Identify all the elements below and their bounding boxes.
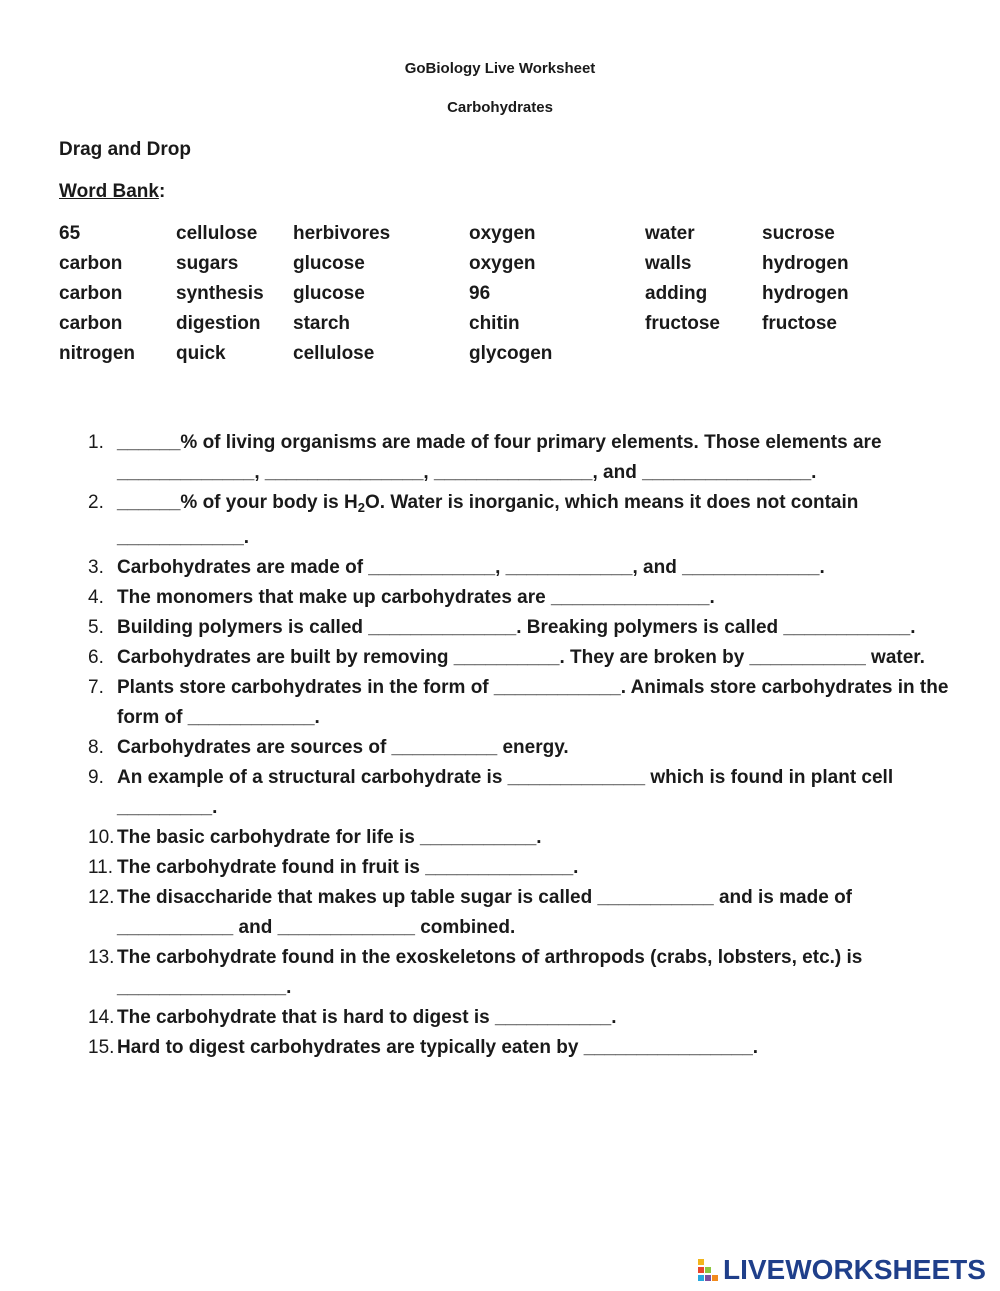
question-number: 7. <box>88 677 104 698</box>
question-text-part: ______% of your body is H <box>117 492 358 513</box>
question-text: The disaccharide that makes up table sugar is called ___________ and is made of ___________ and _____________ combined. <box>117 887 852 938</box>
question-text: Carbohydrates are made of ____________, ____________, and _____________. <box>117 557 825 578</box>
word-bank-item[interactable]: carbon <box>59 313 123 334</box>
word-bank-item[interactable]: 65 <box>59 223 81 244</box>
word-bank-item[interactable]: synthesis <box>176 283 264 304</box>
word-bank-item[interactable]: hydrogen <box>762 283 849 304</box>
question-item <box>88 553 958 583</box>
word-bank-item[interactable]: quick <box>176 343 226 364</box>
question-text: Hard to digest carbohydrates are typically eaten by ________________. <box>117 1037 759 1058</box>
question-text: Plants store carbohydrates in the form of ____________. Animals store carbohydrates in the form of ____________. <box>117 677 949 728</box>
word-bank-label-colon: : <box>158 181 166 202</box>
question-text: The monomers that make up carbohydrates are _______________. <box>117 587 715 608</box>
question-number: 4. <box>88 587 104 608</box>
word-bank-label-text: Word Bank <box>59 181 159 202</box>
question-text: The carbohydrate found in the exoskeletons of arthropods (crabs, lobsters, etc.) is ________________. <box>117 947 863 998</box>
word-bank-item[interactable]: glycogen <box>469 343 553 364</box>
question-number: 1. <box>88 432 104 453</box>
subscript: 2 <box>357 500 365 515</box>
question-text: Carbohydrates are sources of __________ energy. <box>117 737 569 758</box>
question-number: 13. <box>88 947 115 968</box>
liveworksheets-logo-text: LIVEWORKSHEETS <box>723 1254 986 1285</box>
site-title: GoBiology Live Worksheet <box>404 60 596 77</box>
question-item <box>88 823 958 853</box>
question-text-part: O. Water is inorganic, which means it does not contain ____________. <box>117 492 859 548</box>
question-item <box>88 733 958 763</box>
word-bank-item[interactable]: sucrose <box>762 223 835 244</box>
question-item <box>88 583 958 613</box>
question-item <box>88 1003 958 1033</box>
word-bank-item[interactable]: 96 <box>469 283 491 304</box>
question-text: Building polymers is called ______________. Breaking polymers is called ____________. <box>117 617 916 638</box>
word-bank-item[interactable]: nitrogen <box>59 343 135 364</box>
question-number: 11. <box>88 857 114 878</box>
question-text: The basic carbohydrate for life is ___________. <box>117 827 542 848</box>
question-item <box>88 853 958 883</box>
question-number: 2. <box>88 492 104 513</box>
question-number: 3. <box>88 557 104 578</box>
question-number: 14. <box>88 1007 115 1028</box>
question-number: 8. <box>88 737 104 758</box>
question-number: 5. <box>88 617 104 638</box>
word-bank-item[interactable]: cellulose <box>176 223 258 244</box>
question-number: 12. <box>88 887 115 908</box>
question-item <box>88 673 958 733</box>
question-number: 6. <box>88 647 104 668</box>
question-item <box>88 1033 958 1063</box>
word-bank-item[interactable]: digestion <box>176 313 261 334</box>
word-bank-item[interactable]: chitin <box>469 313 520 334</box>
word-bank-item[interactable]: oxygen <box>469 223 536 244</box>
word-bank-item[interactable]: starch <box>293 313 351 334</box>
question-item <box>88 883 958 943</box>
question-number: 10. <box>88 827 115 848</box>
word-bank-item[interactable]: fructose <box>762 313 837 334</box>
word-bank-item[interactable]: fructose <box>645 313 720 334</box>
word-bank-item[interactable]: adding <box>645 283 708 304</box>
question-text <box>117 488 958 553</box>
question-text: An example of a structural carbohydrate is _____________ which is found in plant cell _________. <box>117 767 894 818</box>
word-bank-item[interactable]: glucose <box>293 253 365 274</box>
word-bank-label <box>59 181 165 203</box>
section-heading: Drag and Drop <box>59 139 191 160</box>
question-text: ______% of living organisms are made of four primary elements. Those elements are _____________, _______________, _______________, and ________________. <box>117 432 882 483</box>
word-bank-item[interactable]: herbivores <box>293 223 391 244</box>
word-bank-item[interactable]: water <box>645 223 695 244</box>
word-bank-item[interactable]: hydrogen <box>762 253 849 274</box>
question-item <box>88 943 958 1003</box>
question-item <box>88 613 958 643</box>
word-bank-item[interactable]: sugars <box>176 253 239 274</box>
liveworksheets-icon <box>698 1257 720 1283</box>
word-bank-item[interactable]: cellulose <box>293 343 375 364</box>
question-text: Carbohydrates are built by removing __________. They are broken by ___________ water. <box>117 647 925 668</box>
page-title: Carbohydrates <box>447 99 553 116</box>
word-bank-item[interactable]: glucose <box>293 283 365 304</box>
word-bank-item[interactable]: oxygen <box>469 253 536 274</box>
question-item <box>88 488 958 553</box>
question-text: The carbohydrate that is hard to digest is ___________. <box>117 1007 617 1028</box>
question-number: 9. <box>88 767 104 788</box>
word-bank-item[interactable]: walls <box>645 253 692 274</box>
liveworksheets-logo <box>698 1252 986 1288</box>
word-bank-item[interactable]: carbon <box>59 283 123 304</box>
question-number: 15. <box>88 1037 115 1058</box>
question-text: The carbohydrate found in fruit is ______________. <box>117 857 579 878</box>
question-list <box>88 428 958 1063</box>
question-item <box>88 763 958 823</box>
question-item <box>88 643 958 673</box>
question-item <box>88 428 958 488</box>
word-bank-item[interactable]: carbon <box>59 253 123 274</box>
